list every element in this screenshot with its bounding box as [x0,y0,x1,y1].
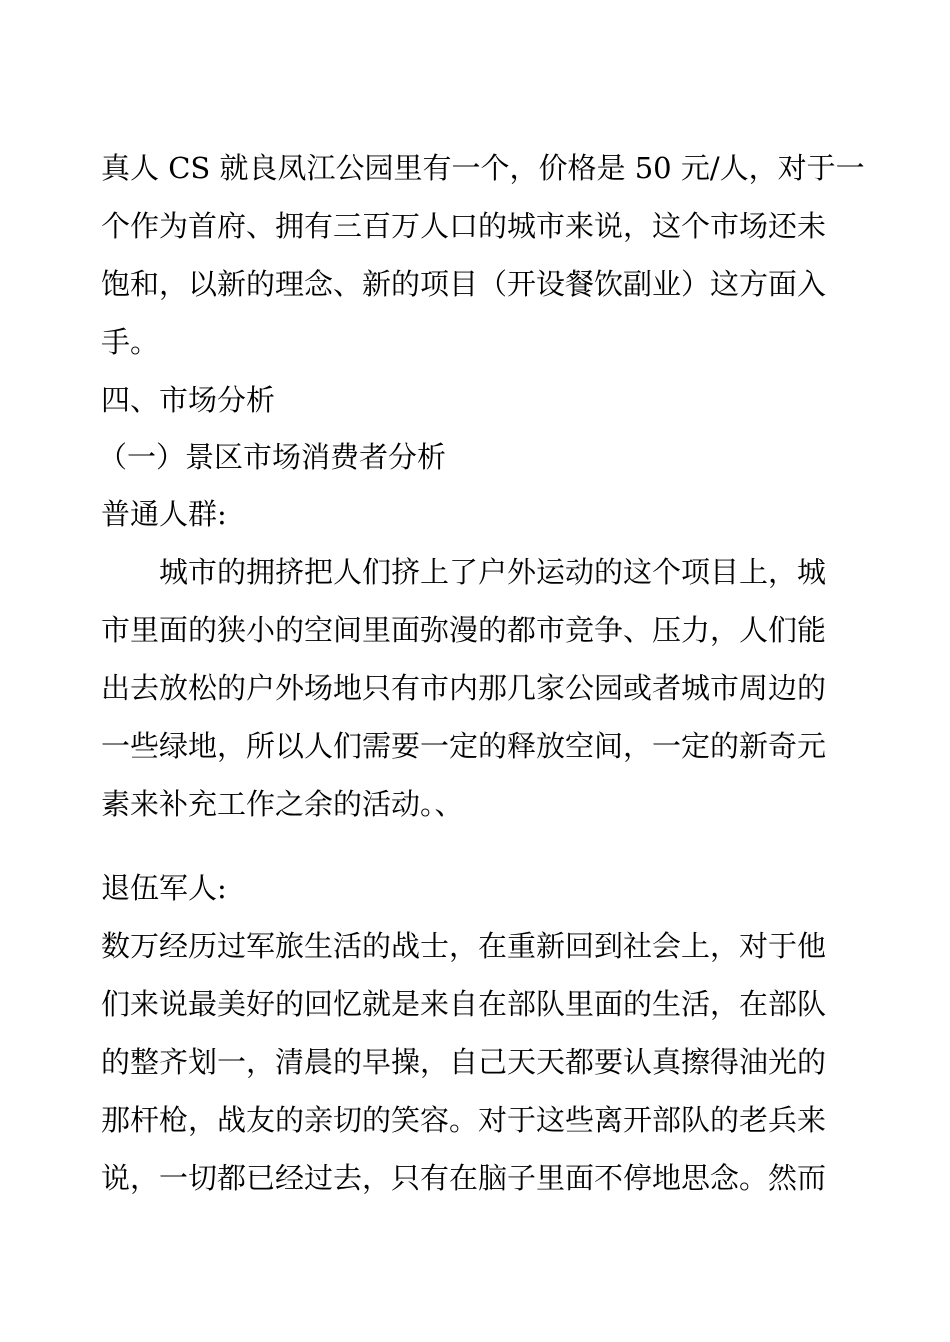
subsection-heading: （一）景区市场消费者分析 [98,440,447,474]
paragraph-line: 饱和，以新的理念、新的项目（开设餐饮副业）这方面入 [101,267,827,301]
paragraph-line: 手。 [101,325,160,359]
paragraph-line: 们来说最美好的回忆就是来自在部队里面的生活，在部队 [101,987,827,1021]
paragraph-line: 说，一切都已经过去，只有在脑子里面不停地思念。然而 [101,1161,827,1195]
paragraph-line: 的整齐划一，清晨的早操，自己天天都要认真擦得油光的 [101,1045,827,1079]
paragraph-line: 数万经历过军旅生活的战士，在重新回到社会上，对于他 [101,929,827,963]
paragraph-line: 城市的拥挤把人们挤上了户外运动的这个项目上，城 [159,555,827,589]
paragraph-line: 真人 CS 就良凤江公园里有一个，价格是 50 元/人，对于一 [101,151,865,185]
section-heading: 四、市场分析 [101,383,276,417]
paragraph-line: 个作为首府、拥有三百万人口的城市来说，这个市场还未 [101,209,827,243]
paragraph-line: 一些绿地，所以人们需要一定的释放空间，一定的新奇元 [101,729,827,763]
paragraph-line: 市里面的狭小的空间里面弥漫的都市竞争、压力，人们能 [101,613,827,647]
group-label: 普通人群: [101,497,227,531]
group-label: 退伍军人: [101,871,227,905]
paragraph-line: 出去放松的户外场地只有市内那几家公园或者城市周边的 [101,671,827,705]
paragraph-line: 素来补充工作之余的活动。、 [101,787,464,821]
paragraph-line: 那杆枪，战友的亲切的笑容。对于这些离开部队的老兵来 [101,1103,827,1137]
